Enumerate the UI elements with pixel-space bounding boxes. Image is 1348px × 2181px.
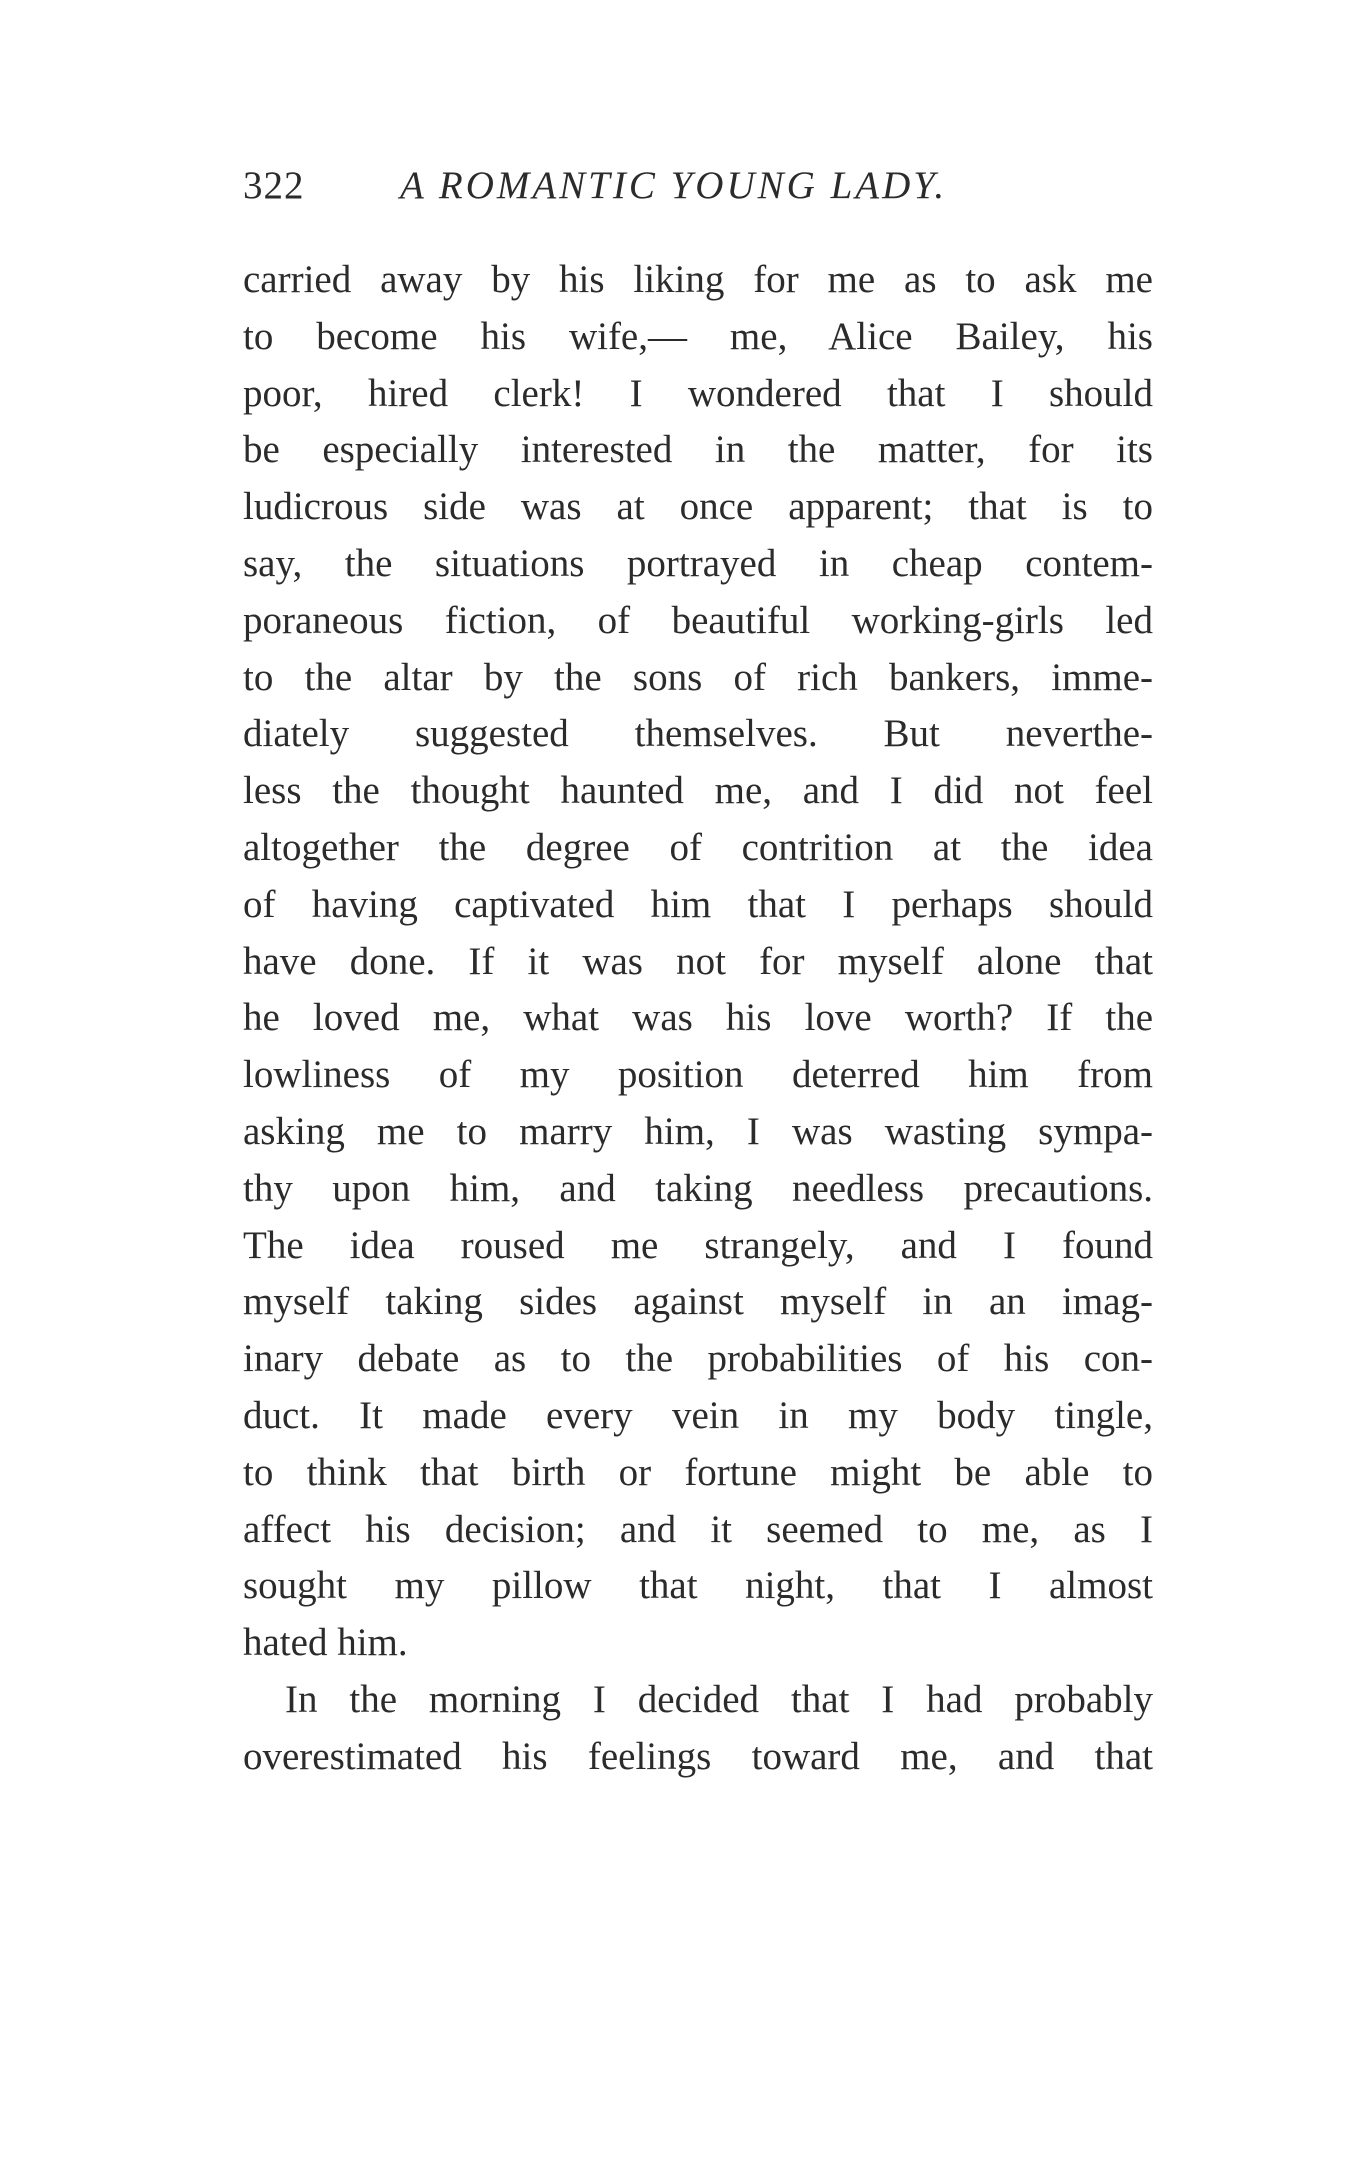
text-line: duct. It made every vein in my body tingle, xyxy=(243,1393,1153,1437)
text-line: he loved me, what was his love worth? If the xyxy=(243,996,1153,1040)
text-line: poor, hired clerk! I wondered that I should xyxy=(243,371,1153,415)
text-line: ludicrous side was at once apparent; that is to xyxy=(243,485,1153,529)
page-number: 322 xyxy=(243,164,305,207)
text-line: be especially interested in the matter, for its xyxy=(243,428,1153,472)
paragraph-end-line: hated him. xyxy=(243,1621,408,1665)
body-text xyxy=(243,252,1153,1786)
text-line: overestimated his feelings toward me, and that xyxy=(243,1734,1153,1778)
text-line: sought my pillow that night, that I almost xyxy=(243,1564,1153,1608)
text-line: carried away by his liking for me as to ask me xyxy=(243,258,1153,301)
text-line: to think that birth or fortune might be able to xyxy=(243,1450,1153,1494)
text-line: of having captivated him that I perhaps should xyxy=(243,882,1153,926)
text-line: The idea roused me strangely, and I found xyxy=(243,1223,1153,1267)
running-title: A ROMANTIC YOUNG LADY. xyxy=(400,164,948,207)
text-line: thy upon him, and taking needless precautions. xyxy=(243,1166,1153,1210)
text-line: myself taking sides against myself in an imag- xyxy=(243,1280,1153,1324)
text-line: lowliness of my position deterred him from xyxy=(243,1053,1153,1097)
text-line: have done. If it was not for myself alone that xyxy=(243,939,1153,983)
text-line: less the thought haunted me, and I did not feel xyxy=(243,769,1153,813)
text-line: inary debate as to the probabilities of his con- xyxy=(243,1337,1153,1381)
paragraph-start-line: In the morning I decided that I had probably xyxy=(285,1677,1153,1721)
text-line: to become his wife,— me, Alice Bailey, his xyxy=(243,314,1153,358)
text-line: say, the situations portrayed in cheap contem- xyxy=(243,541,1153,585)
text-line: altogether the degree of contrition at the idea xyxy=(243,825,1153,869)
running-head xyxy=(243,160,1163,212)
text-line: poraneous fiction, of beautiful working-girls led xyxy=(243,598,1153,642)
text-line: diately suggested themselves. But neverthe- xyxy=(243,712,1153,756)
text-line: asking me to marry him, I was wasting sympa- xyxy=(243,1109,1153,1153)
text-line: affect his decision; and it seemed to me, as I xyxy=(243,1507,1153,1551)
text-line: to the altar by the sons of rich bankers, imme- xyxy=(243,655,1153,699)
